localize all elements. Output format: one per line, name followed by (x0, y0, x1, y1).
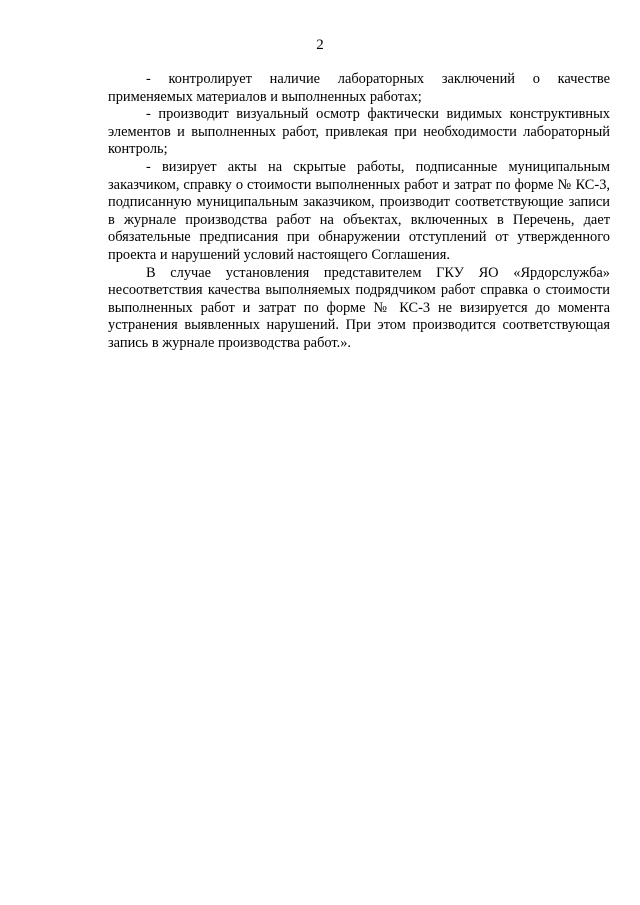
document-body (108, 71, 610, 353)
paragraph-visual-inspection: - производит визуальный осмотр фактически видимых конструктивных элементов и выполненных работ, привлекая при необходимости лабораторный контроль; (108, 106, 610, 158)
page-number: 2 (316, 37, 324, 53)
paragraph-lab-reports: - контролирует наличие лабораторных заключений о качестве применяемых материалов и выполненных работах; (108, 71, 610, 105)
paragraph-nonconformity: В случае установления представителем ГКУ ЯО «Ярдорслужба» несоответствия качества выполняемых подрядчиком работ справка о стоимости выполненных работ и затрат по форме № КС-3 не визируется до момента устранения выявленных нарушений. При этом производится соответствующая запись в журнале производства работ.». (108, 264, 610, 351)
paragraph-approves-acts: - визирует акты на скрытые работы, подписанные муниципальным заказчиком, справку о стоимости выполненных работ и затрат по форме № КС-3, подписанную муниципальным заказчиком, производит соответствующие записи в журнале производства работ на объектах, включенных в Перечень, дает обязательные предписания при обнаружении отступлений от утвержденного проекта и нарушений условий настоящего Соглашения. (108, 158, 610, 263)
